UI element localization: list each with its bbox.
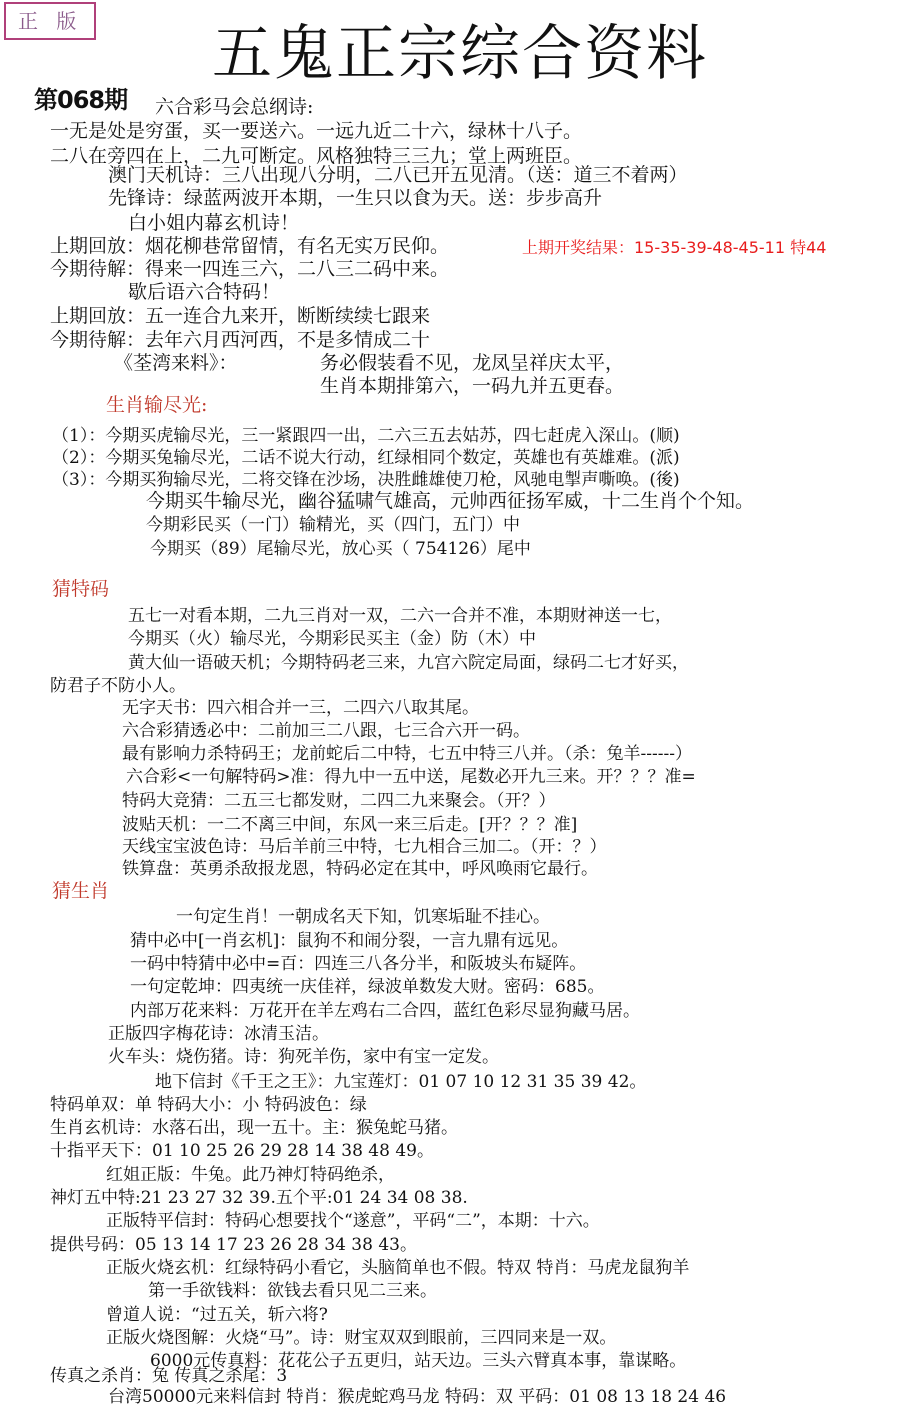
text-line: 波贴天机：一二不离三中间，东风一来三后走。[开？？？准] bbox=[122, 815, 578, 835]
issue-number: 第068期 bbox=[34, 86, 128, 114]
text-line: 第一手欲钱料：欲钱去看只见二三来。 bbox=[148, 1281, 437, 1301]
text-line: 正版四字梅花诗：冰清玉洁。 bbox=[108, 1024, 329, 1044]
text-line: 务必假装看不见，龙凤呈祥庆太平， bbox=[320, 352, 625, 374]
text-line: 正版火烧玄机：红绿特码小看它，头脑简单也不假。特双 特肖：马虎龙鼠狗羊 bbox=[106, 1258, 690, 1278]
section-heading-guess-code: 猜特码 bbox=[52, 578, 110, 600]
text-line: 传真之杀肖：兔 传真之杀尾：3 bbox=[50, 1366, 288, 1386]
text-line: 防君子不防小人。 bbox=[50, 676, 186, 696]
text-line: 一码中特猜中必中=百：四连三八各分半，和阪坡头布疑阵。 bbox=[130, 954, 587, 974]
text-line: 正版火烧图解：火烧“马”。诗：财宝双双到眼前，三四同来是一双。 bbox=[106, 1328, 617, 1348]
text-line: （3）：今期买狗输尽光，二将交锋在沙场，决胜雌雄使刀枪，风驰电掣声嘶唤。(後) bbox=[52, 470, 680, 490]
text-line: 五七一对看本期，二九三肖对一双，二六一合并不准，本期财神送一七， bbox=[128, 606, 672, 626]
text-line: 澳门天机诗：三八出现八分明，二八已开五见清。（送：道三不着两） bbox=[108, 164, 688, 186]
text-line: 特码单双：单 特码大小：小 特码波色：绿 bbox=[50, 1095, 367, 1115]
text-line: 正版特平信封：特码心想要找个“遂意”，平码“二”，本期：十六。 bbox=[106, 1211, 600, 1231]
text-line: 天线宝宝波色诗：马后羊前三中特，七九相合三加二。（开：？） bbox=[122, 837, 607, 857]
text-line: （1）：今期买虎输尽光，三一紧跟四一出，二六三五去姑苏，四七赶虎入深山。(顺) bbox=[52, 426, 680, 446]
text-line: 神灯五中特:21 23 27 32 39.五个平:01 24 34 08 38. bbox=[50, 1188, 468, 1208]
text-line: （2）：今期买兔输尽光，二话不说大行动，红绿相同个数定，英雄也有英雄难。(派) bbox=[52, 448, 680, 468]
text-line: 六合彩<一句解特码>准：得九中一五中送，尾数必开九三来。开？？？准= bbox=[126, 767, 696, 787]
text-line: 上期回放：烟花柳巷常留情，有名无实万民仰。 bbox=[50, 235, 450, 257]
section-heading-guess-zodiac: 猜生肖 bbox=[52, 880, 110, 902]
text-line: 地下信封《千王之王》：九宝莲灯：01 07 10 12 31 35 39 42。 bbox=[155, 1072, 647, 1092]
text-line: 猜中必中[一肖玄机]：鼠狗不和闹分裂，一言九鼎有远见。 bbox=[130, 931, 569, 951]
text-line: 特码大竞猜：二五三七都发财，二四二九来聚会。（开？） bbox=[122, 791, 556, 811]
text-line: 二八在旁四在上，二九可断定。风格独特三三九；堂上两班臣。 bbox=[50, 145, 583, 167]
text-line: 台湾50000元来料信封 特肖：猴虎蛇鸡马龙 特码：双 平码：01 08 13 18 24 46 bbox=[108, 1387, 727, 1407]
text-line: 十指平天下：01 10 25 26 29 28 14 38 48 49。 bbox=[50, 1141, 434, 1161]
text-line: 6000元传真料：花花公子五更归，站天边。三头六臂真本事，靠谋略。 bbox=[150, 1351, 687, 1371]
text-line: 红姐正版：牛兔。此乃神灯特码绝杀， bbox=[106, 1165, 395, 1185]
text-line: 今期买牛输尽光，幽谷猛啸气雄高，元帅西征扬军威，十二生肖个个知。 bbox=[146, 490, 755, 512]
text-line: 今期买（89）尾输尽光，放心买（ 754126）尾中 bbox=[150, 539, 531, 559]
genuine-badge: 正 版 bbox=[4, 2, 96, 40]
page-title: 五鬼正宗综合资料 bbox=[212, 19, 708, 89]
text-line: 一无是处是穷蛋，买一要送六。一远九近二十六，绿林十八子。 bbox=[50, 120, 583, 142]
text-line: 内部万花来料：万花开在羊左鸡右二合四，蓝红色彩尽显狗藏马居。 bbox=[130, 1001, 640, 1021]
text-line: 铁算盘：英勇杀敌报龙恩，特码必定在其中，呼风唤雨它最行。 bbox=[122, 859, 598, 879]
text-line: 无字天书：四六相合并一三，二四六八取其尾。 bbox=[122, 698, 479, 718]
text-line: 提供号码：05 13 14 17 23 26 28 34 38 43。 bbox=[50, 1235, 417, 1255]
text-line: 今期彩民买（一门）输精光，买（四门，五门）中 bbox=[146, 515, 520, 535]
text-line: 一句定乾坤：四夷统一庆佳祥，绿波单数发大财。密码：685。 bbox=[130, 977, 605, 997]
text-line: 先锋诗：绿蓝两波开本期，一生只以食为天。送：步步高升 bbox=[108, 187, 603, 209]
text-line: 今期买（火）输尽光，今期彩民买主（金）防（木）中 bbox=[128, 629, 536, 649]
text-line: 生肖玄机诗：水落石出，现一五十。主：猴兔蛇马猪。 bbox=[50, 1118, 458, 1138]
last-draw-result: 上期开奖结果：15-35-39-48-45-11 特44 bbox=[522, 238, 827, 257]
text-line: 今期待解：得来一四连三六，二八三二码中来。 bbox=[50, 258, 450, 280]
text-line: 生肖本期排第六，一码九并五更春。 bbox=[320, 375, 625, 397]
text-line: 最有影响力杀特码王；龙前蛇后二中特，七五中特三八并。（杀：兔羊------） bbox=[122, 744, 692, 764]
section-heading: 歇后语六合特码！ bbox=[128, 281, 281, 303]
section-heading-zodiac-lose: 生肖输尽光: bbox=[106, 394, 208, 416]
text-line: 曾道人说：“过五关，斩六将? bbox=[106, 1305, 328, 1325]
text-line: 黄大仙一语破天机；今期特码老三来，九宫六院定局面，绿码二七才好买， bbox=[128, 653, 689, 673]
text-line: 上期回放：五一连合九来开，断断续续七跟来 bbox=[50, 305, 431, 327]
text-line: 火车头：烧伤猪。诗：狗死羊伤，家中有宝一定发。 bbox=[108, 1047, 499, 1067]
text-line: 一句定生肖！一朝成名天下知，饥寒垢耻不挂心。 bbox=[176, 907, 550, 927]
source-label: 《荃湾来料》： bbox=[114, 352, 238, 374]
section-heading: 白小姐内幕玄机诗！ bbox=[128, 212, 300, 234]
poem-heading: 六合彩马会总纲诗: bbox=[155, 96, 314, 118]
text-line: 六合彩猜透必中：二前加三二八跟，七三合六开一码。 bbox=[122, 721, 530, 741]
text-line: 今期待解：去年六月西河西，不是多情成二十 bbox=[50, 329, 431, 351]
